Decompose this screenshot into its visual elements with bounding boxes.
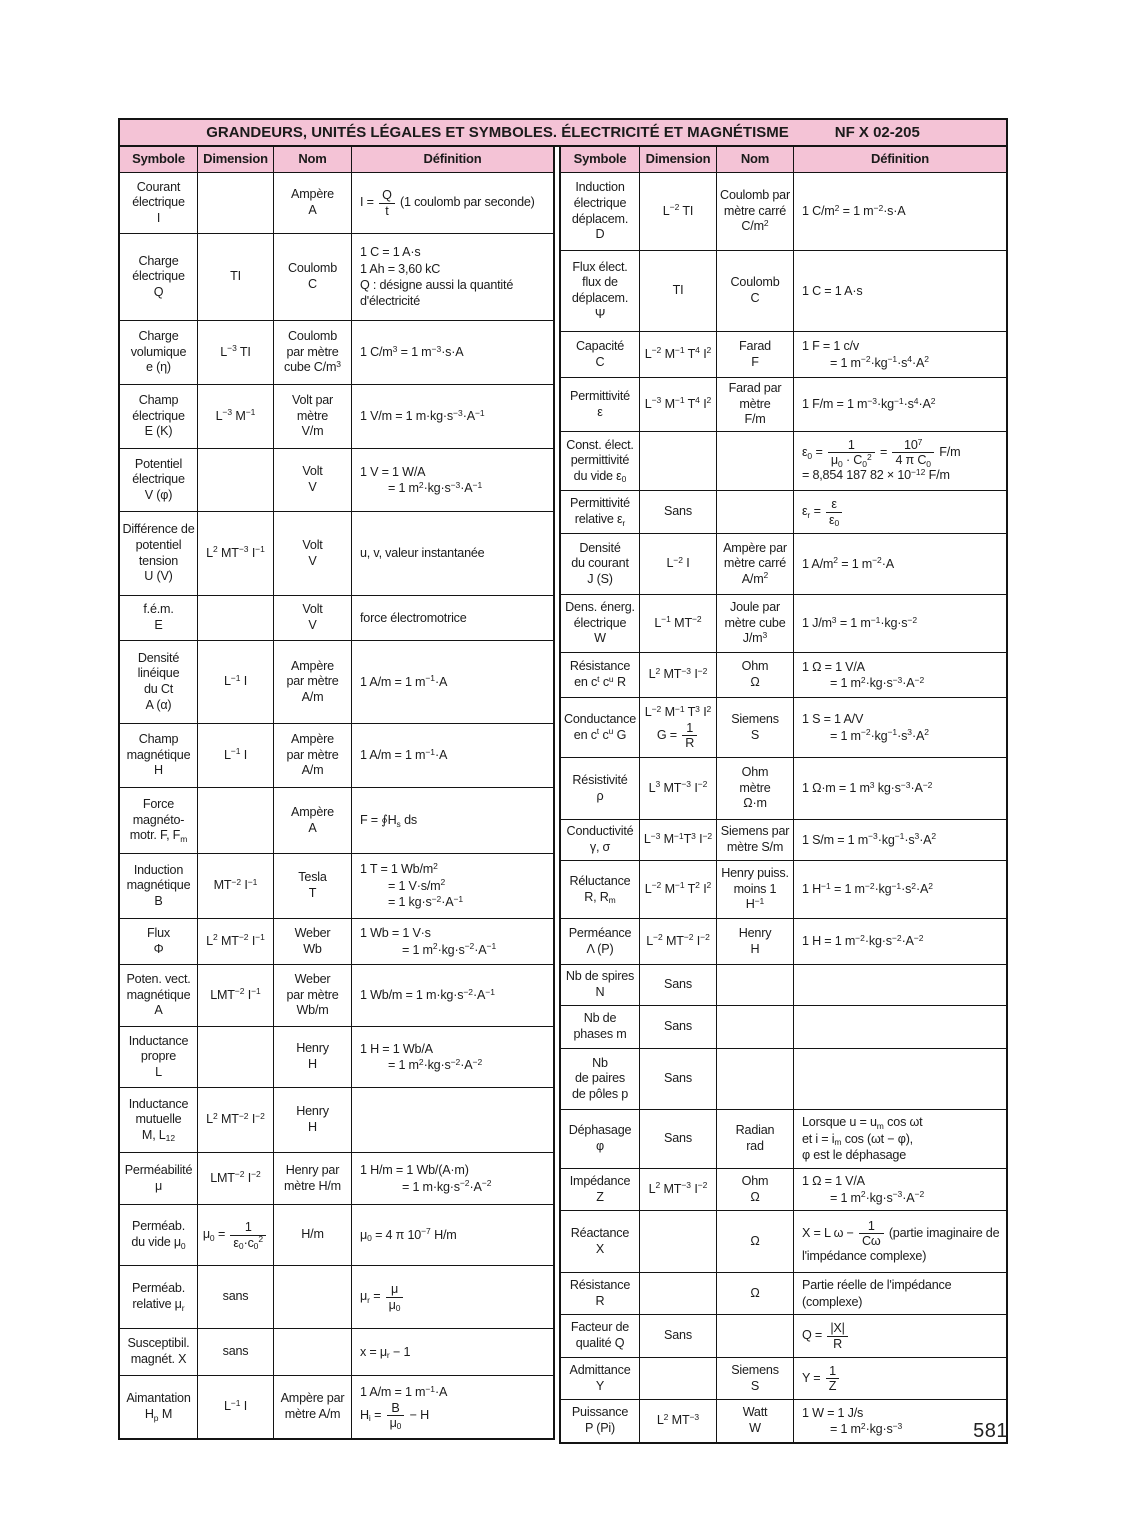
definition-cell: Y = $\frac{1}{Z}$: [793, 1358, 1006, 1399]
symbol-cell: Déphasage φ: [568, 1123, 632, 1153]
dimension-cell: Sans: [639, 1006, 716, 1048]
symbol-cell: Impédance Z: [569, 1173, 631, 1204]
definition-cell: 1 W = 1 J/s = 1 $m^2\cdot kg\cdot s^{-3}$: [793, 1400, 1006, 1442]
table-row: [120, 918, 553, 964]
dimension-cell: $L^2$ $MT^{-2}$ $I^{-2}$: [197, 1088, 273, 1152]
nom-cell: Farad par mètre F/m: [716, 378, 793, 431]
header-cell-symbole: Symbole: [573, 151, 627, 167]
table-row: [120, 448, 553, 511]
nom-cell: Coulomb C: [716, 251, 793, 331]
dimension-cell: [197, 596, 273, 640]
dimension-cell: $L^{-3}$ TI: [197, 321, 273, 384]
table-row: [561, 964, 1006, 1005]
dimension-cell: Sans: [639, 1315, 716, 1357]
dimension-cell: [639, 432, 716, 490]
symbol-cell: Permittivité ε: [570, 388, 630, 419]
table-row: [561, 1005, 1006, 1048]
table-row: [120, 1265, 553, 1328]
definition-cell: 1 $H^{-1} = 1$ $m^{-2}\cdot kg^{-1}\cdot s^2\cdot A^2$: [793, 861, 1006, 918]
definition-cell: 1 H/m = 1 Wb/(A·m) = 1 $m\cdot kg\cdot s^{-2}\cdot A^{-2}$: [351, 1153, 553, 1204]
symbol-cell: Induction magnétique B: [126, 862, 191, 908]
definition-cell: 1 $C/m^3 = 1$ $m^{-3}\cdot s\cdot A$: [351, 321, 553, 384]
definition-cell: 1 Ω = 1 V/A = 1 $m^2\cdot kg\cdot s^{-3}\cdot A^{-2}$: [793, 653, 1006, 697]
dimension-cell: [639, 1358, 716, 1399]
nom-cell: Henry H: [716, 919, 793, 964]
definition-cell: [793, 965, 1006, 1005]
symbol-cell: Réluctance R, $R_m$: [569, 873, 631, 905]
table-row: [561, 1048, 1006, 1109]
table-row: [120, 511, 553, 595]
symbol-cell: Conductance en $c^t$ $c^u$ G: [563, 711, 637, 742]
dimension-cell: $\mu_0$ = $\frac{1}{\varepsilon_0\cdot c_0^2}$: [197, 1205, 273, 1265]
definition-cell: 1 $A/m^2 = 1$ $m^{-2}\cdot A$: [793, 534, 1006, 594]
right-table-header: [561, 147, 1006, 172]
nom-cell: [273, 1266, 351, 1328]
dimension-cell: [197, 449, 273, 511]
table-row: [120, 723, 553, 787]
table-row: [561, 250, 1006, 331]
nom-cell: Ohm Ω: [716, 653, 793, 697]
dimension-cell: Sans: [639, 1049, 716, 1109]
symbol-cell: Résistance R: [569, 1277, 631, 1308]
nom-cell: Farad F: [716, 332, 793, 377]
definition-cell: 1 A/m = 1 $m^{-1}\cdot A$: [351, 641, 553, 723]
nom-cell: Weber par mètre Wb/m: [273, 965, 351, 1026]
table-title: GRANDEURS, UNITÉS LÉGALES ET SYMBOLES. ÉLECTRICITÉ ET MAGNÉTISME: [206, 124, 789, 141]
dimension-cell: $L^2$ $MT^{-3}$: [639, 1400, 716, 1442]
table-row: [561, 377, 1006, 431]
symbol-cell: Perméance Λ (P): [568, 925, 632, 956]
table-row: [561, 860, 1006, 918]
table-row: [561, 1272, 1006, 1314]
dimension-cell: $L^{-1}$ I: [197, 1376, 273, 1438]
table-row: [120, 233, 553, 320]
definition-cell: 1 A/m = 1 $m^{-1}\cdot A$: [351, 724, 553, 787]
left-table-body: [120, 172, 553, 1438]
dimension-cell: $MT^{-2}$ $I^{-1}$: [197, 854, 273, 918]
definition-cell: $\mu_0 = 4$ π $10^{-7}$ H/m: [351, 1205, 553, 1265]
nom-cell: Ω: [716, 1273, 793, 1314]
nom-cell: [716, 491, 793, 533]
definition-cell: 1 Wb = 1 V·s = 1 $m^2\cdot kg\cdot s^{-2}\cdot A^{-1}$: [351, 919, 553, 964]
standard-code: NF X 02-205: [834, 124, 920, 141]
symbol-cell: Résistivité ρ: [572, 772, 628, 803]
dimension-cell: $L^{-2}$ I: [639, 534, 716, 594]
symbol-cell: Potentiel électrique V (φ): [132, 456, 185, 502]
left-table: [118, 145, 555, 1440]
dimension-cell: sans: [197, 1329, 273, 1375]
definition-cell: 1 Ω = 1 V/A = 1 $m^2\cdot kg\cdot s^{-3}\cdot A^{-2}$: [793, 1169, 1006, 1210]
table-row: [120, 384, 553, 448]
symbol-cell: Inductance mutuelle M, $L_{12}$: [128, 1096, 189, 1144]
definition-cell: u, v, valeur instantanée: [351, 512, 553, 595]
table-row: [120, 1026, 553, 1087]
symbol-cell: Nb de spires N: [565, 969, 635, 999]
definition-cell: 1 H = 1 $m^{-2}\cdot kg\cdot s^{-2}\cdot A^{-2}$: [793, 919, 1006, 964]
symbol-cell: Const. élect. permittivité du vide $\varepsilon_0$: [566, 437, 634, 485]
nom-cell: Henry H: [273, 1027, 351, 1087]
header-cell-nom: Nom: [273, 147, 351, 172]
table-row: [120, 320, 553, 384]
table-row: [120, 1328, 553, 1375]
symbol-cell: Inductance propre L: [128, 1033, 189, 1079]
symbol-cell: Perméab. du vide $\mu_0$: [131, 1219, 186, 1251]
dimension-cell: $L^{-2}$ $M^{-1}$ $T^2$ $I^2$: [639, 861, 716, 918]
nom-cell: Ampère par mètre carré $A/m^2$: [716, 534, 793, 594]
nom-cell: [716, 965, 793, 1005]
symbol-cell: Force magnéto- motr. F, $F_m$: [129, 797, 188, 844]
dimension-cell: $L^2$ $MT^{-2}$ $I^{-1}$: [197, 919, 273, 964]
symbol-cell: f.é.m. E: [143, 602, 174, 632]
definition-cell: [793, 1049, 1006, 1109]
dimension-cell: $L^{-2}$ $M^{-1}$ $T^3$ $I^2$ G = $\frac{1}{R}$: [639, 698, 716, 757]
table-row: [561, 652, 1006, 697]
symbol-cell: Champ électrique E (K): [132, 393, 185, 439]
nom-cell: Coulomb C: [273, 234, 351, 320]
dimension-cell: Sans: [639, 1110, 716, 1168]
nom-cell: [273, 1329, 351, 1375]
right-table-body: [561, 172, 1006, 1442]
nom-cell: Ampère par mètre A/m: [273, 1376, 351, 1438]
nom-cell: Volt V: [273, 512, 351, 595]
nom-cell: Siemens S: [716, 1358, 793, 1399]
symbol-cell: Induction électrique déplacem. D: [571, 180, 629, 242]
definition-cell: 1 $J/m^3 = 1$ $m^{-1}\cdot kg\cdot s^{-2}$: [793, 595, 1006, 652]
table-row: [120, 595, 553, 640]
header-cell-symbole: Symbole: [132, 151, 185, 167]
dimension-cell: $LMT^{-2}$ $I^{-2}$: [197, 1153, 273, 1204]
nom-cell: [716, 1315, 793, 1357]
nom-cell: H/m: [273, 1205, 351, 1265]
nom-cell: Radian rad: [716, 1110, 793, 1168]
symbol-cell: Permittivité relative $\varepsilon_r$: [570, 496, 630, 528]
symbol-cell: Courant électrique I: [132, 179, 185, 225]
dimension-cell: [639, 1273, 716, 1314]
definition-cell: 1 $C/m^2 = 1$ $m^{-2}\cdot s\cdot A$: [793, 173, 1006, 250]
symbol-cell: Différence de potentiel tension U (V): [122, 522, 195, 584]
table-row: [120, 640, 553, 723]
definition-cell: X = L ω − $\frac{1}{C\omega}$ (partie imaginaire de l'impédance complexe): [793, 1211, 1006, 1272]
dimension-cell: $L^{-2}$ TI: [639, 173, 716, 250]
nom-cell: [716, 1049, 793, 1109]
symbol-cell: Densité du courant J (S): [571, 540, 629, 586]
nom-cell: Ohm Ω: [716, 1169, 793, 1210]
table-row: [561, 331, 1006, 377]
dimension-cell: $L^2$ $MT^{-3}$ $I^{-1}$: [197, 512, 273, 595]
dimension-cell: [197, 173, 273, 233]
table-row: [120, 853, 553, 918]
symbol-cell: Puissance P (Pi): [571, 1405, 629, 1435]
definition-cell: force électromotrice: [351, 596, 553, 640]
definition-cell: 1 F = 1 c/v = 1 $m^{-2}\cdot kg^{-1}\cdot s^4\cdot A^2$: [793, 332, 1006, 377]
dimension-cell: [639, 1211, 716, 1272]
dimension-cell: [197, 1027, 273, 1087]
symbol-cell: Poten. vect. magnétique A: [126, 972, 191, 1018]
symbol-cell: Résistance en $c^t$ $c^u$ R: [569, 659, 631, 689]
definition-cell: 1 T = 1 $Wb/m^2$ = 1 $V\cdot s/m^2$ = 1 $kg\cdot s^{-2}\cdot A^{-1}$: [351, 854, 553, 918]
nom-cell: Henry par mètre H/m: [273, 1153, 351, 1204]
definition-cell: 1 H = 1 Wb/A = 1 $m^2\cdot kg\cdot s^{-2}\cdot A^{-2}$: [351, 1027, 553, 1087]
symbol-cell: Nb de phases m: [573, 1011, 627, 1041]
definition-cell: 1 S/m = 1 $m^{-3}\cdot kg^{-1}\cdot s^3\cdot A^2$: [793, 820, 1006, 860]
dimension-cell: $L^{-2}$ $MT^{-2}$ $I^{-2}$: [639, 919, 716, 964]
symbol-cell: Densité linéique du Ct A (α): [137, 650, 180, 712]
nom-cell: Weber Wb: [273, 919, 351, 964]
dimension-cell: Sans: [639, 965, 716, 1005]
table-row: [561, 697, 1006, 757]
header-cell-dimension: Dimension: [197, 147, 273, 172]
dimension-cell: [197, 788, 273, 853]
definition-cell: Q = $\frac{|X|}{R}$: [793, 1315, 1006, 1357]
symbol-cell: Susceptibil. magnét. Χ: [127, 1336, 190, 1366]
dimension-cell: sans: [197, 1266, 273, 1328]
nom-cell: Ohm mètre Ω·m: [716, 758, 793, 819]
symbol-cell: Réactance X: [570, 1225, 630, 1256]
dimension-cell: $L^2$ $MT^{-3}$ $I^{-2}$: [639, 653, 716, 697]
definition-cell: Lorsque $u = u_m$ cos ωt et $i = i_m$ cos (ωt − φ), φ est le déphasage: [793, 1110, 1006, 1168]
nom-cell: Coulomb par mètre cube $C/m^3$: [273, 321, 351, 384]
symbol-cell: Dens. énerg. électrique W: [565, 600, 635, 646]
table-row: [561, 533, 1006, 594]
table-row: [561, 819, 1006, 860]
nom-cell: Ampère A: [273, 173, 351, 233]
dimension-cell: $L^2$ $MT^{-3}$ $I^{-2}$: [639, 1169, 716, 1210]
symbol-cell: Flux élect. flux de déplacem. Ψ: [571, 259, 629, 321]
dimension-cell: $L^{-1}$ I: [197, 724, 273, 787]
definition-cell: I = $\frac{Q}{t}$ (1 coulomb par seconde): [351, 173, 553, 233]
nom-cell: Tesla T: [273, 854, 351, 918]
definition-cell: $x = \mu_r - 1$: [351, 1329, 553, 1375]
definition-cell: 1 A/m = 1 $m^{-1}\cdot A$ $H_i$ = $\frac{B}{\mu_0}$ − H: [351, 1376, 553, 1438]
definition-cell: 1 Wb/m = 1 $m\cdot kg\cdot s^{-2}\cdot A^{-1}$: [351, 965, 553, 1026]
header-cell-dimension: Dimension: [639, 147, 716, 172]
table-row: [561, 594, 1006, 652]
table-row: [561, 1314, 1006, 1357]
nom-cell: Volt V: [273, 449, 351, 511]
dimension-cell: $L^{-3}$ $M^{-1}$ $T^4$ $I^2$: [639, 378, 716, 431]
table-row: [561, 1399, 1006, 1442]
table-row: [561, 172, 1006, 250]
definition-cell: $F = ∮H_s$ ds: [351, 788, 553, 853]
nom-cell: Ω: [716, 1211, 793, 1272]
nom-cell: Ampère par mètre A/m: [273, 724, 351, 787]
page-number: 581: [973, 1420, 1008, 1442]
table-row: [561, 1109, 1006, 1168]
definition-cell: Partie réelle de l'impédance (complexe): [793, 1273, 1006, 1314]
nom-cell: Siemens S: [716, 698, 793, 757]
definition-cell: $\mu_r$ = $\frac{\mu}{\mu_0}$: [351, 1266, 553, 1328]
nom-cell: Volt V: [273, 596, 351, 640]
definition-cell: 1 C = 1 A·s: [793, 251, 1006, 331]
table-row: [120, 787, 553, 853]
definition-cell: 1 C = 1 A·s 1 Ah = 3,60 kC Q : désigne aussi la quantité d'électricité: [351, 234, 553, 320]
header-cell-definition: Définition: [793, 147, 1006, 172]
nom-cell: Siemens par mètre S/m: [716, 820, 793, 860]
definition-cell: [793, 1006, 1006, 1048]
nom-cell: [716, 1006, 793, 1048]
table-row: [561, 918, 1006, 964]
table-row: [120, 172, 553, 233]
definition-cell: [351, 1088, 553, 1152]
definition-cell: $\varepsilon_0$ = $\frac{1}{\mu_0 \cdot C_0^2}$ = $\frac{10^7}{4 \pi C_0}$ F/m = 8,854 187 $82 \times 10^{-12}$ F/m: [793, 432, 1006, 490]
dimension-cell: $L^{-1}$ $MT^{-2}$: [639, 595, 716, 652]
table-row: [561, 1357, 1006, 1399]
header-cell-nom: Nom: [716, 147, 793, 172]
symbol-cell: Perméab. relative $\mu_r$: [132, 1281, 185, 1313]
symbol-cell: Conductivité γ, σ: [566, 824, 634, 854]
table-title-bar: [118, 118, 1008, 147]
table-row: [561, 431, 1006, 490]
table-row: [561, 490, 1006, 533]
symbol-cell: Admittance Y: [569, 1362, 631, 1393]
dimension-cell: $L^3$ $MT^{-3}$ $I^{-2}$: [639, 758, 716, 819]
header-cell-definition: Définition: [351, 147, 553, 172]
nom-cell: Watt W: [716, 1400, 793, 1442]
symbol-cell: Charge électrique Q: [132, 253, 185, 299]
dimension-cell: $L^{-3}$ $M^{-1}T^3$ $I^{-2}$: [639, 820, 716, 860]
nom-cell: Henry puiss. moins 1 $H^{-1}$: [716, 861, 793, 918]
table-row: [561, 1210, 1006, 1272]
dimension-cell: $L^{-2}$ $M^{-1}$ $T^4$ $I^2$: [639, 332, 716, 377]
dimension-cell: $LMT^{-2}$ $I^{-1}$: [197, 965, 273, 1026]
symbol-cell: Facteur de qualité Q: [570, 1320, 630, 1350]
symbol-cell: Capacité C: [575, 338, 625, 369]
definition-cell: $\varepsilon_r$ = $\frac{\varepsilon}{\varepsilon_0}$: [793, 491, 1006, 533]
dimension-cell: $L^{-1}$ I: [197, 641, 273, 723]
nom-cell: Coulomb par mètre carré $C/m^2$: [716, 173, 793, 250]
definition-cell: 1 F/m = 1 $m^{-3}\cdot kg^{-1}\cdot s^4\cdot A^2$: [793, 378, 1006, 431]
symbol-cell: Charge volumique e (η): [130, 329, 187, 375]
definition-cell: 1 V = 1 W/A = 1 $m^2\cdot kg\cdot s^{-3}\cdot A^{-1}$: [351, 449, 553, 511]
table-row: [120, 1204, 553, 1265]
right-table: [559, 145, 1008, 1444]
definition-cell: 1 V/m = 1 $m\cdot kg\cdot s^{-3}\cdot A^{-1}$: [351, 385, 553, 448]
symbol-cell: Champ magnétique H: [126, 732, 191, 778]
table-row: [120, 964, 553, 1026]
nom-cell: Henry H: [273, 1088, 351, 1152]
dimension-cell: TI: [639, 251, 716, 331]
symbol-cell: Perméabilité μ: [124, 1162, 193, 1193]
nom-cell: Joule par mètre cube $J/m^3$: [716, 595, 793, 652]
definition-cell: 1 S = 1 A/V = 1 $m^{-2}\cdot kg^{-1}\cdot s^3\cdot A^2$: [793, 698, 1006, 757]
dimension-cell: Sans: [639, 491, 716, 533]
symbol-cell: Aimantation $H_p$ M: [126, 1391, 191, 1423]
symbol-cell: Nb de paires de pôles p: [571, 1055, 629, 1101]
table-row: [120, 1152, 553, 1204]
symbol-cell: Flux Φ: [147, 925, 170, 956]
dimension-cell: TI: [197, 234, 273, 320]
dimension-cell: $L^{-3}$ $M^{-1}$: [197, 385, 273, 448]
left-table-header: [120, 147, 553, 172]
table-row: [120, 1375, 553, 1438]
nom-cell: [716, 432, 793, 490]
nom-cell: Volt par mètre V/m: [273, 385, 351, 448]
definition-cell: 1 Ω·m = 1 $m^3$ $kg\cdot s^{-3}\cdot A^{-2}$: [793, 758, 1006, 819]
table-row: [561, 1168, 1006, 1210]
nom-cell: Ampère A: [273, 788, 351, 853]
table-row: [120, 1087, 553, 1152]
nom-cell: Ampère par mètre A/m: [273, 641, 351, 723]
table-row: [561, 757, 1006, 819]
